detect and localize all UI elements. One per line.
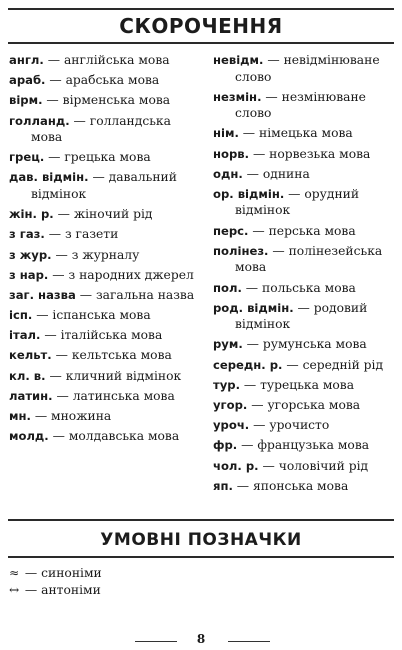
entry-dash: — <box>236 478 250 493</box>
abbreviation-term: італ. <box>9 328 41 343</box>
symbols-title: УМОВНІ ПОЗНАЧКИ <box>100 530 302 550</box>
abbreviation-definition: давальний відмінок <box>31 170 177 201</box>
abbreviation-term: кельт. <box>9 348 52 363</box>
abbreviation-entry <box>213 186 399 219</box>
abbreviation-definition: орудний відмінок <box>235 186 360 218</box>
abbreviation-definition: іспанська мова <box>52 308 151 323</box>
abbreviation-entry <box>213 166 399 183</box>
abbreviation-entry <box>9 347 205 364</box>
abbreviation-entry <box>9 388 205 405</box>
abbreviation-definition: з журналу <box>71 247 140 262</box>
abbreviation-entry <box>213 357 399 374</box>
abbreviation-term: чол. р. <box>213 458 259 473</box>
entry-dash: — <box>79 287 93 302</box>
abbreviation-term: перс. <box>213 223 249 238</box>
abbreviations-right-column <box>213 52 399 498</box>
abbreviation-definition: голландська мова <box>31 113 171 145</box>
entry-dash: — <box>49 368 62 383</box>
entry-dash: — <box>36 308 49 323</box>
abbreviation-definition: англійська мова <box>63 53 170 67</box>
abbreviation-definition: арабська мова <box>65 73 160 88</box>
abbreviation-term: грец. <box>9 150 45 165</box>
abbreviation-entry <box>9 226 205 243</box>
symbol-entry <box>9 565 102 582</box>
abbreviation-entry <box>9 247 205 264</box>
entry-dash: — <box>272 243 285 258</box>
abbreviation-definition: кельтська мова <box>71 348 172 363</box>
abbreviation-term: уроч. <box>213 418 250 433</box>
abbreviation-term: ісп. <box>9 308 33 323</box>
symbols-top-rule <box>8 519 394 521</box>
entry-dash: — <box>267 53 280 67</box>
abbreviation-entry <box>213 437 399 454</box>
abbreviation-entry <box>213 300 399 333</box>
entry-dash: — <box>241 438 254 453</box>
abbreviation-term: вірм. <box>9 93 43 108</box>
abbreviation-definition: німецька мова <box>259 126 353 141</box>
entry-dash: — <box>297 300 310 315</box>
abbreviation-term: фр. <box>213 438 238 453</box>
abbreviation-entry <box>9 113 205 146</box>
abbreviation-definition: молдавська мова <box>68 429 180 444</box>
abbreviation-definition: невідмінюване слово <box>235 53 380 84</box>
symbol-entry <box>9 582 102 599</box>
abbreviation-definition: грецька мова <box>64 150 151 165</box>
entry-dash: — <box>245 280 259 295</box>
entry-dash: — <box>288 186 301 201</box>
entry-dash: — <box>286 357 299 372</box>
abbreviation-definition: норвезька мова <box>269 146 371 161</box>
entry-dash: — <box>246 166 259 181</box>
abbreviation-entry <box>213 478 399 495</box>
entry-dash: — <box>48 150 61 165</box>
abbreviation-definition: жіночий рід <box>73 207 153 222</box>
abbreviation-term: з жур. <box>9 247 52 262</box>
abbreviation-term: яп. <box>213 478 233 493</box>
entry-dash: — <box>52 429 65 444</box>
abbreviation-definition: французька мова <box>257 438 370 453</box>
abbreviation-definition: однина <box>262 166 310 181</box>
abbreviation-term: полінез. <box>213 243 269 258</box>
abbreviation-term: заг. назва <box>9 287 76 302</box>
abbreviation-definition: перська мова <box>268 223 356 238</box>
abbreviation-term: нім. <box>213 126 239 141</box>
symbol-meaning: синоніми <box>41 566 102 580</box>
symbols-list <box>9 565 102 599</box>
entry-dash: — <box>47 53 61 67</box>
entry-dash: — <box>92 170 105 185</box>
abbreviation-term: дав. відмін. <box>9 170 89 185</box>
abbreviation-term: ор. відмін. <box>213 186 285 201</box>
title-underline <box>8 42 394 44</box>
entry-dash: — <box>24 566 38 580</box>
abbreviation-definition: угорська мова <box>267 397 361 412</box>
abbreviation-entry <box>213 280 399 297</box>
abbreviation-term: род. відмін. <box>213 300 294 315</box>
left-right-arrow-icon: ↔ <box>9 583 20 597</box>
abbreviation-term: тур. <box>213 377 240 392</box>
abbreviation-term: рум. <box>213 337 243 352</box>
abbreviation-term: пол. <box>213 280 242 295</box>
entry-dash: — <box>242 126 256 141</box>
entry-dash: — <box>49 73 62 88</box>
symbols-underline <box>8 556 394 558</box>
abbreviation-entry <box>9 428 205 445</box>
entry-dash: — <box>55 348 68 363</box>
abbreviation-entry <box>9 72 205 89</box>
abbreviation-definition: вірменська мова <box>62 93 171 108</box>
entry-dash: — <box>246 337 259 352</box>
approx-equal-icon: ≈ <box>9 566 20 580</box>
page-number: 8 <box>196 632 206 646</box>
abbreviation-entry <box>213 223 399 240</box>
abbreviation-term: латин. <box>9 388 53 403</box>
symbol-meaning: антоніми <box>41 583 101 597</box>
abbreviation-entry <box>9 169 205 202</box>
abbreviation-entry <box>213 397 399 414</box>
footer-line-right <box>228 641 270 642</box>
abbreviation-term: кл. в. <box>9 368 46 383</box>
abbreviation-term: жін. р. <box>9 207 54 222</box>
abbreviation-definition: японська мова <box>253 478 349 493</box>
entry-dash: — <box>252 223 265 238</box>
entry-dash: — <box>56 388 69 403</box>
top-rule <box>8 8 394 10</box>
abbreviation-term: одн. <box>213 166 243 181</box>
abbreviation-term: норв. <box>213 146 250 161</box>
entry-dash: — <box>253 418 266 433</box>
abbreviation-entry <box>213 458 399 475</box>
abbreviation-definition: множина <box>51 409 112 423</box>
abbreviation-definition: полінезейська мова <box>235 243 383 275</box>
abbreviation-term: незмін. <box>213 89 262 104</box>
abbreviation-definition: кличний відмінок <box>65 368 182 383</box>
abbreviation-entry <box>9 307 205 324</box>
entry-dash: — <box>52 267 65 282</box>
abbreviation-entry <box>9 368 205 385</box>
entry-dash: — <box>57 207 70 222</box>
entry-dash: — <box>251 397 264 412</box>
entry-dash: — <box>252 146 266 161</box>
abbreviation-entry <box>213 125 399 142</box>
abbreviation-entry <box>9 206 205 223</box>
entry-dash: — <box>262 458 275 473</box>
abbreviation-term: англ. <box>9 53 44 67</box>
abbreviation-entry <box>213 146 399 163</box>
abbreviation-term: араб. <box>9 73 46 88</box>
entry-dash: — <box>44 328 57 343</box>
abbreviation-term: мн. <box>9 409 31 423</box>
abbreviation-definition: з газети <box>64 227 119 242</box>
abbreviation-term: з газ. <box>9 227 45 242</box>
abbreviation-term: середн. р. <box>213 357 283 372</box>
entry-dash: — <box>265 89 278 104</box>
abbreviation-definition: польська мова <box>262 280 356 295</box>
abbreviations-left-column <box>9 52 205 448</box>
abbreviation-entry <box>9 149 205 166</box>
abbreviation-entry <box>213 417 399 434</box>
abbreviation-term: угор. <box>213 397 248 412</box>
entry-dash: — <box>24 583 38 597</box>
abbreviation-entry <box>9 408 205 425</box>
abbreviation-term: невідм. <box>213 53 264 67</box>
abbreviation-term: молд. <box>9 429 49 444</box>
abbreviation-entry <box>213 52 399 85</box>
entry-dash: — <box>55 247 68 262</box>
abbreviation-definition: італійська мова <box>60 328 163 343</box>
abbreviation-definition: незмінюване слово <box>235 89 366 121</box>
abbreviation-definition: румунська мова <box>262 337 367 352</box>
abbreviation-definition: чоловічий рід <box>278 458 369 473</box>
abbreviation-definition: родовий відмінок <box>235 300 368 332</box>
abbreviation-entry <box>213 377 399 394</box>
abbreviation-definition: з народних джерел <box>68 267 194 282</box>
abbreviation-entry <box>213 89 399 122</box>
entry-dash: — <box>46 93 59 108</box>
page-footer <box>0 629 402 647</box>
abbreviation-definition: середній рід <box>302 357 384 372</box>
abbreviation-entry <box>9 92 205 109</box>
abbreviation-entry <box>213 336 399 353</box>
abbreviation-definition: урочисто <box>269 418 330 433</box>
entry-dash: — <box>48 227 62 242</box>
abbreviation-entry <box>213 243 399 276</box>
entry-dash: — <box>34 409 48 423</box>
section-title: СКОРОЧЕННЯ <box>119 14 283 38</box>
abbreviation-entry <box>9 287 205 304</box>
abbreviation-entry <box>9 52 205 69</box>
abbreviation-term: з нар. <box>9 267 49 282</box>
abbreviation-definition: загальна назва <box>95 287 195 302</box>
abbreviation-entry <box>9 327 205 344</box>
abbreviation-entry <box>9 267 205 284</box>
abbreviation-definition: турецька мова <box>260 377 355 392</box>
abbreviation-definition: латинська мова <box>72 388 175 403</box>
entry-dash: — <box>73 113 86 128</box>
entry-dash: — <box>243 377 257 392</box>
abbreviation-term: голланд. <box>9 113 70 128</box>
